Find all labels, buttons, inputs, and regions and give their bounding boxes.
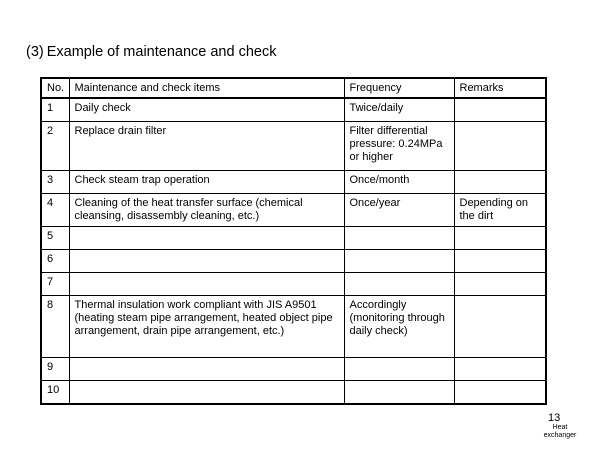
header-frequency: Frequency	[344, 78, 454, 98]
cell-no: 4	[41, 193, 69, 226]
table-row	[41, 193, 546, 226]
table-row	[41, 170, 546, 193]
cell-no: 10	[41, 380, 69, 404]
cell-item: Replace drain filter	[69, 121, 344, 170]
table-row	[41, 272, 546, 295]
cell-no: 2	[41, 121, 69, 170]
cell-frequency: Once/year	[344, 193, 454, 226]
table-row	[41, 357, 546, 380]
cell-item	[69, 249, 344, 272]
cell-frequency: Once/month	[344, 170, 454, 193]
cell-frequency: Accordingly (monitoring through daily check)	[344, 295, 454, 357]
table-row	[41, 380, 546, 404]
cell-frequency: Twice/daily	[344, 98, 454, 121]
cell-item	[69, 226, 344, 249]
header-no: No.	[41, 78, 69, 98]
cell-remarks	[454, 272, 546, 295]
footer-label: Heat exchanger	[543, 424, 577, 439]
cell-item	[69, 272, 344, 295]
cell-remarks	[454, 121, 546, 170]
cell-remarks	[454, 98, 546, 121]
cell-no: 5	[41, 226, 69, 249]
cell-no: 7	[41, 272, 69, 295]
table-row	[41, 226, 546, 249]
cell-frequency: Filter differential pressure: 0.24MPa or higher	[344, 121, 454, 170]
section-number: (3)	[26, 44, 44, 60]
cell-no: 6	[41, 249, 69, 272]
table-row	[41, 249, 546, 272]
cell-item: Check steam trap operation	[69, 170, 344, 193]
cell-remarks: Depending on the dirt	[454, 193, 546, 226]
cell-item	[69, 380, 344, 404]
cell-item: Cleaning of the heat transfer surface (chemical cleansing, disassembly cleaning, etc.)	[69, 193, 344, 226]
cell-item: Thermal insulation work compliant with JIS A9501 (heating steam pipe arrangement, heated object pipe arrangement, drain pipe arrangement, etc.)	[69, 295, 344, 357]
cell-no: 1	[41, 98, 69, 121]
cell-no: 3	[41, 170, 69, 193]
table-row	[41, 121, 546, 170]
cell-remarks	[454, 357, 546, 380]
cell-item	[69, 357, 344, 380]
cell-no: 8	[41, 295, 69, 357]
cell-frequency	[344, 226, 454, 249]
maintenance-table	[40, 77, 547, 405]
cell-no: 9	[41, 357, 69, 380]
cell-frequency	[344, 272, 454, 295]
page-number: 13	[548, 412, 561, 424]
cell-frequency	[344, 380, 454, 404]
cell-remarks	[454, 170, 546, 193]
cell-item: Daily check	[69, 98, 344, 121]
cell-remarks	[454, 295, 546, 357]
page-title	[26, 44, 276, 60]
header-remarks: Remarks	[454, 78, 546, 98]
header-items: Maintenance and check items	[69, 78, 344, 98]
section-title: Example of maintenance and check	[46, 44, 277, 60]
cell-remarks	[454, 380, 546, 404]
table-header-row	[41, 78, 546, 98]
table-row	[41, 98, 546, 121]
cell-frequency	[344, 357, 454, 380]
cell-remarks	[454, 226, 546, 249]
table-row	[41, 295, 546, 357]
cell-remarks	[454, 249, 546, 272]
cell-frequency	[344, 249, 454, 272]
